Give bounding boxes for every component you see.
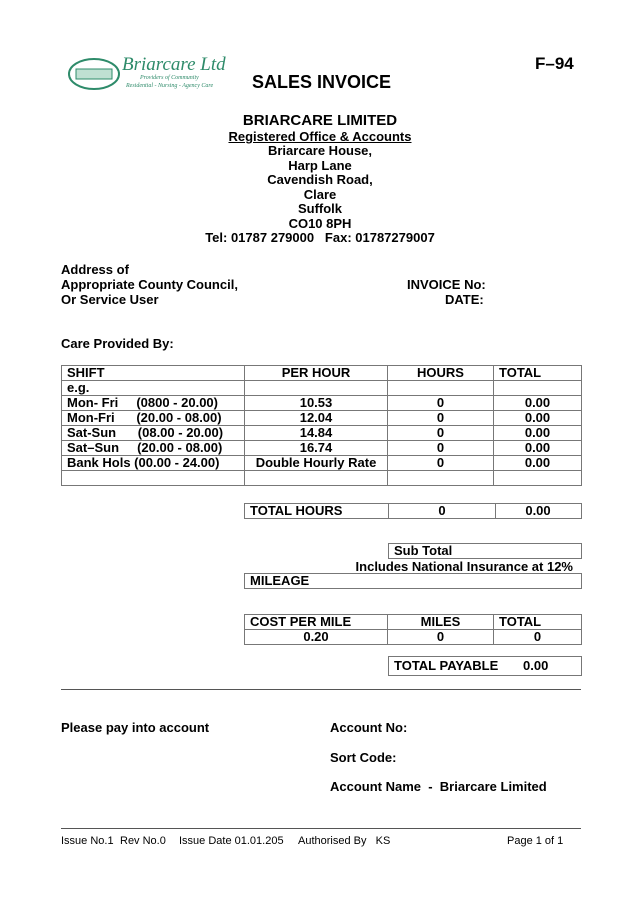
total-hours-total: 0.00 <box>525 503 551 518</box>
mileage-table <box>244 614 582 645</box>
header-cell: MILES <box>388 615 494 630</box>
shift-table <box>61 365 582 486</box>
address-line: Suffolk <box>297 201 343 216</box>
total-payable-value: 0.00 <box>523 658 549 673</box>
shift-cell: e.g. <box>62 381 245 396</box>
divider <box>61 689 581 690</box>
total-cell: 0.00 <box>494 411 582 426</box>
total-hours-label: TOTAL HOURS <box>250 503 343 518</box>
header-cell: HOURS <box>388 366 494 381</box>
table-row <box>62 456 582 471</box>
table-row <box>62 441 582 456</box>
total-cell: 0.00 <box>494 456 582 471</box>
recipient-line: Or Service User <box>61 292 159 307</box>
mileage-total: 0 <box>494 630 582 645</box>
footer-page: Page 1 of 1 <box>507 835 564 847</box>
sub-total-box <box>388 543 582 559</box>
address-line: Clare <box>303 186 337 202</box>
hours-cell: 0 <box>388 456 494 471</box>
care-provided-label: Care Provided By: <box>61 336 174 351</box>
footer-issue: Issue No.1 <box>61 835 114 847</box>
table-row <box>62 381 582 396</box>
rate-cell: Double Hourly Rate <box>245 456 388 471</box>
table-header-row <box>62 366 582 381</box>
shift-cell <box>62 471 245 486</box>
sub-total-label: Sub Total <box>394 543 453 558</box>
header-cell: PER HOUR <box>245 366 388 381</box>
total-hours-value: 0 <box>388 504 496 518</box>
rate-cell: 10.53 <box>245 396 388 411</box>
pay-into-label: Please pay into account <box>61 720 210 735</box>
cost-per-mile: 0.20 <box>245 630 388 645</box>
header-cell: SHIFT <box>62 366 245 381</box>
table-row <box>62 471 582 486</box>
hours-cell <box>388 381 494 396</box>
mileage-box <box>244 573 582 589</box>
invoice-no-label: INVOICE No: <box>407 277 486 292</box>
sort-code-label: Sort Code: <box>330 750 397 765</box>
form-code: F–94 <box>535 54 574 73</box>
company-logo <box>68 54 226 94</box>
address-line: Cavendish Road, <box>267 172 373 187</box>
rate-cell: 12.04 <box>245 411 388 426</box>
ni-note: Includes National Insurance at 12% <box>355 559 573 574</box>
logo-tagline: Providers of Community <box>140 75 199 81</box>
footer-authorised: Authorised By KS <box>298 835 391 847</box>
footer-rev: Rev No.0 <box>120 835 166 847</box>
total-payable-label: TOTAL PAYABLE <box>394 658 499 673</box>
address-line: Harp Lane <box>288 157 352 173</box>
shift-cell: Mon-Fri (20.00 - 08.00) <box>62 411 245 426</box>
address-line: CO10 8PH <box>288 215 352 231</box>
hours-cell: 0 <box>388 411 494 426</box>
shift-cell: Sat-Sun (08.00 - 20.00) <box>62 426 245 441</box>
total-cell: 0.00 <box>494 426 582 441</box>
footer-issue-date: Issue Date 01.01.205 <box>179 835 284 847</box>
account-name-label: Account Name - Briarcare Limited <box>330 779 547 794</box>
hours-cell: 0 <box>388 441 494 456</box>
total-cell: 0.00 <box>494 396 582 411</box>
logo-name: Briarcare Ltd <box>122 54 226 75</box>
header-cell: TOTAL <box>494 366 582 381</box>
mileage-label: MILEAGE <box>250 573 310 588</box>
handshake-logo-icon <box>68 56 123 92</box>
rate-cell: 14.84 <box>245 426 388 441</box>
address-line: Briarcare House, <box>267 143 373 158</box>
header-cell: COST PER MILE <box>245 615 388 630</box>
company-block <box>170 112 470 246</box>
table-row <box>62 396 582 411</box>
company-name: BRIARCARE LIMITED <box>242 112 398 129</box>
total-payable-box <box>388 656 582 676</box>
rate-cell: 16.74 <box>245 441 388 456</box>
table-row <box>62 426 582 441</box>
header-cell: TOTAL <box>494 615 582 630</box>
rate-cell <box>245 381 388 396</box>
total-cell <box>494 471 582 486</box>
shift-cell: Sat–Sun (20.00 - 08.00) <box>62 441 245 456</box>
recipient-line: Appropriate County Council, <box>61 277 238 292</box>
shift-cell: Bank Hols (00.00 - 24.00) <box>62 456 245 471</box>
footer-divider <box>61 828 581 829</box>
hours-cell: 0 <box>388 426 494 441</box>
shift-cell: Mon- Fri (0800 - 20.00) <box>62 396 245 411</box>
date-label: DATE: <box>445 292 484 307</box>
table-row <box>62 411 582 426</box>
account-no-label: Account No: <box>330 720 408 735</box>
miles: 0 <box>388 630 494 645</box>
hours-cell <box>388 471 494 486</box>
rate-cell <box>245 471 388 486</box>
hours-cell: 0 <box>388 396 494 411</box>
contact-line: Tel: 01787 279000 Fax: 01787279007 <box>205 230 435 245</box>
logo-tagline: Residential - Nursing - Agency Care <box>126 83 214 89</box>
recipient-line: Address of <box>61 262 129 277</box>
total-cell <box>494 381 582 396</box>
total-hours-row <box>244 503 582 519</box>
total-cell: 0.00 <box>494 441 582 456</box>
page-title: SALES INVOICE <box>252 72 392 92</box>
office-label: Registered Office & Accounts <box>228 129 412 144</box>
